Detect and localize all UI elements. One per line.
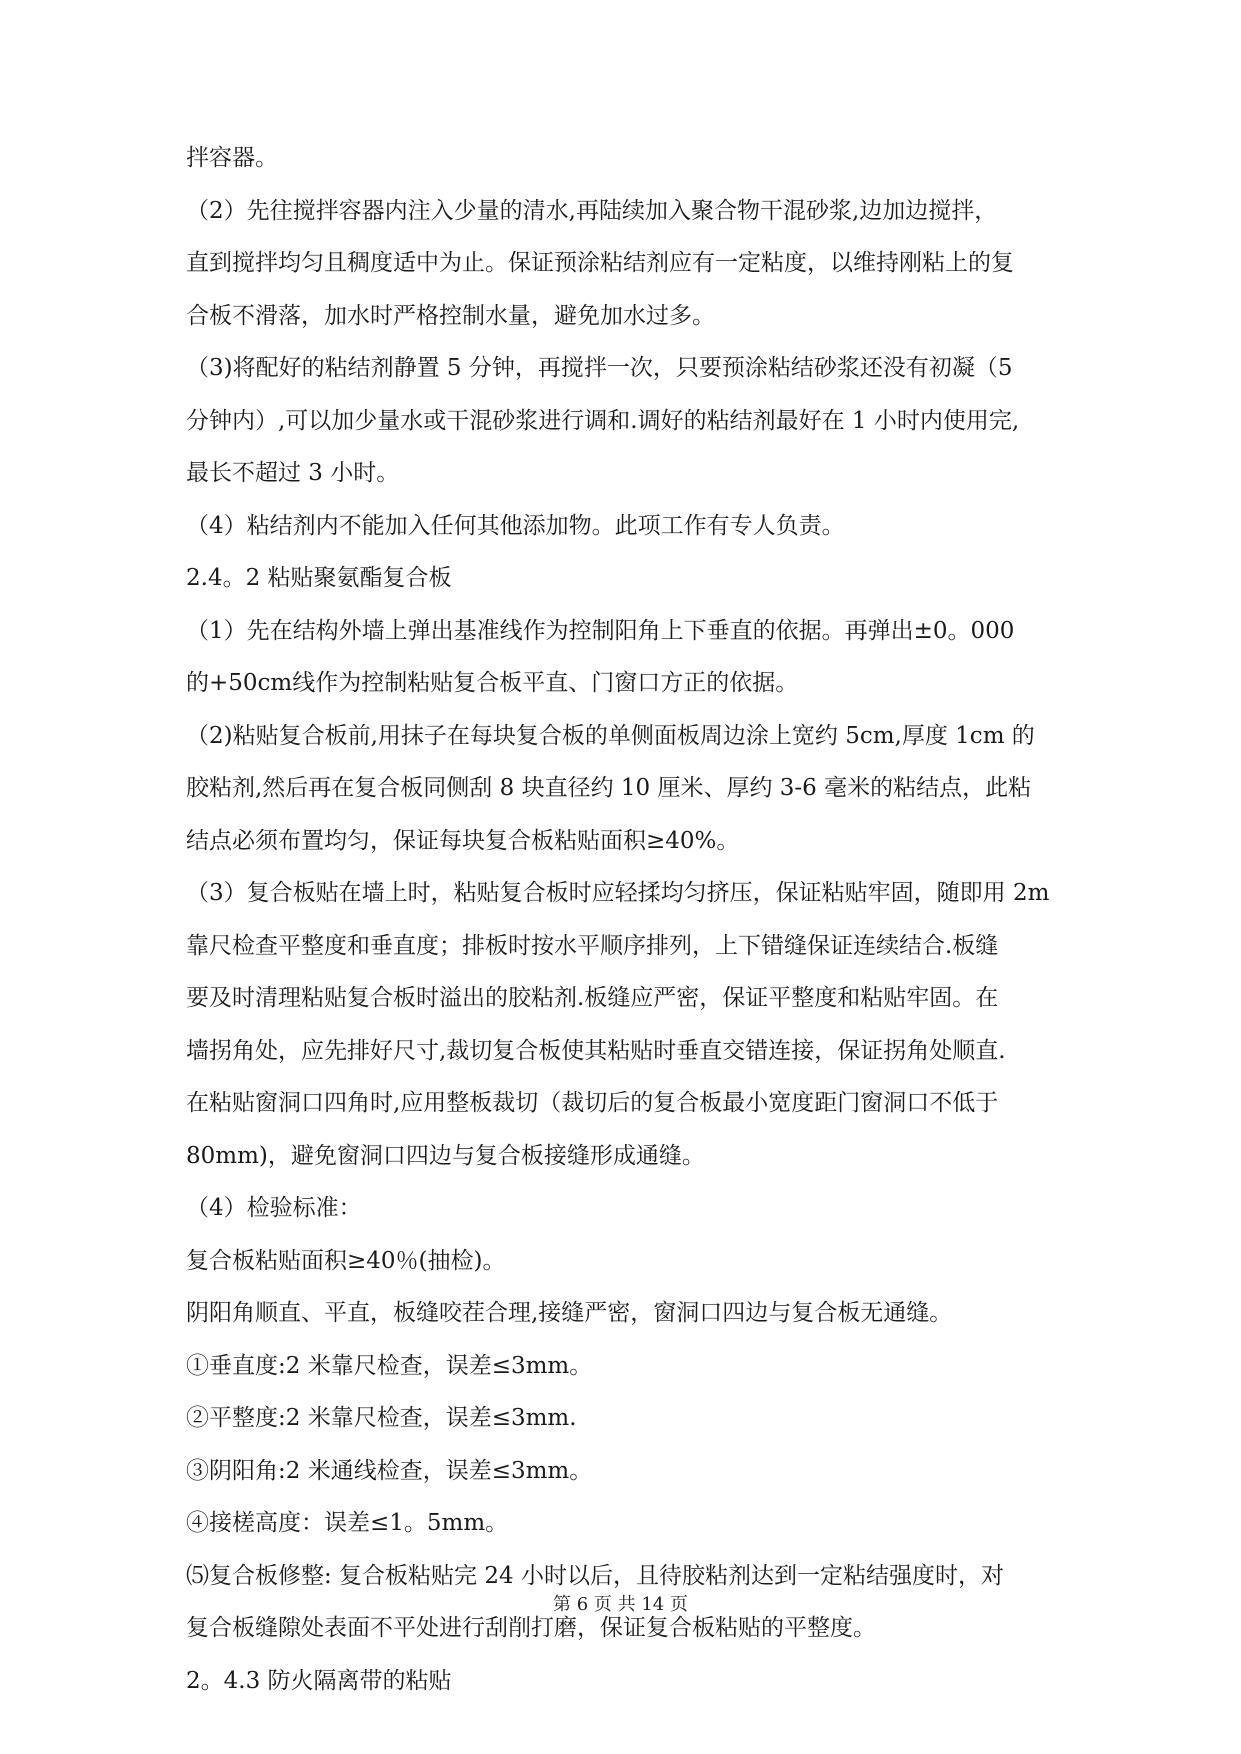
text-line: 要及时清理粘贴复合板时溢出的胶粘剂.板缝应严密，保证平整度和粘贴牢固。在 [186,985,999,1011]
text-line: 靠尺检查平整度和垂直度；排板时按水平顺序排列，上下错缝保证连续结合.板缝 [186,932,999,959]
text-line: 拌容器。 [186,145,278,171]
text-line: 复合板粘贴面积≥40％(抽检)。 [186,1247,506,1274]
text-line: 的+50cm线作为控制粘贴复合板平直、门窗口方正的依据。 [186,670,799,696]
text-line: 结点必须布置均匀，保证每块复合板粘贴面积≥40%。 [186,827,740,854]
text-line: （3)将配好的粘结剂静置 5 分钟，再搅拌一次，只要预涂粘结砂浆还没有初凝（5 [186,355,1013,381]
list-item: ①垂直度:2 米靠尺检查，误差≤3mm。 [186,1352,593,1379]
list-item: ③阴阳角:2 米通线检查，误差≤3mm。 [186,1457,593,1484]
text-line: 在粘贴窗洞口四角时,应用整板裁切（裁切后的复合板最小宽度距门窗洞口不低于 [186,1090,999,1116]
text-line: 合板不滑落，加水时严格控制水量，避免加水过多。 [186,302,715,329]
text-line: 复合板缝隙处表面不平处进行刮削打磨，保证复合板粘贴的平整度。 [186,1615,876,1641]
text-line: （2）先往搅拌容器内注入少量的清水,再陆续加入聚合物干混砂浆,边加边搅拌， [186,197,998,224]
text-line: （1）先在结构外墙上弹出基准线作为控制阳角上下垂直的依据。再弹出±0。000 [186,617,1015,644]
text-line: 80mm)，避免窗洞口四边与复合板接缝形成通缝。 [186,1142,705,1169]
document-body [186,132,1066,1707]
section-heading: 2。4.3 防火隔离带的粘贴 [186,1667,452,1694]
text-line: 直到搅拌均匀且稠度适中为止。保证预涂粘结剂应有一定粘度，以维持刚粘上的复 [186,250,1014,276]
text-line: （4）检验标准： [186,1195,362,1221]
text-line: （2)粘贴复合板前,用抹子在每块复合板的单侧面板周边涂上宽约 5cm,厚度 1cm 的 [186,722,1035,749]
text-line: 墙拐角处，应先排好尺寸,裁切复合板使其粘贴时垂直交错连接，保证拐角处顺直. [186,1037,1006,1064]
text-line: （4）粘结剂内不能加入任何其他添加物。此项工作有专人负责。 [186,512,845,539]
text-line: ⑸复合板修整: 复合板粘贴完 24 小时以后，且待胶粘剂达到一定粘结强度时，对 [186,1562,1004,1589]
text-line: （3）复合板贴在墙上时，粘贴复合板时应轻揉均匀挤压，保证粘贴牢固，随即用 2m [186,880,1050,906]
page-number-footer: 第 6 页 共 14 页 [553,1594,688,1615]
list-item: ④接槎高度：误差≤1。5mm。 [186,1510,509,1536]
text-line: 胶粘剂,然后再在复合板同侧刮 8 块直径约 10 厘米、厚约 3-6 毫米的粘结点，此粘 [186,775,1032,801]
section-heading: 2.4。2 粘贴聚氨酯复合板 [186,565,452,591]
text-line: 阴阳角顺直、平直，板缝咬茬合理,接缝严密，窗洞口四边与复合板无通缝。 [186,1300,953,1326]
text-line: 分钟内）,可以加少量水或干混砂浆进行调和.调好的粘结剂最好在 1 小时内使用完, [186,407,1020,434]
text-line: 最长不超过 3 小时。 [186,460,400,486]
list-item: ②平整度:2 米靠尺检查，误差≤3mm. [186,1405,577,1431]
